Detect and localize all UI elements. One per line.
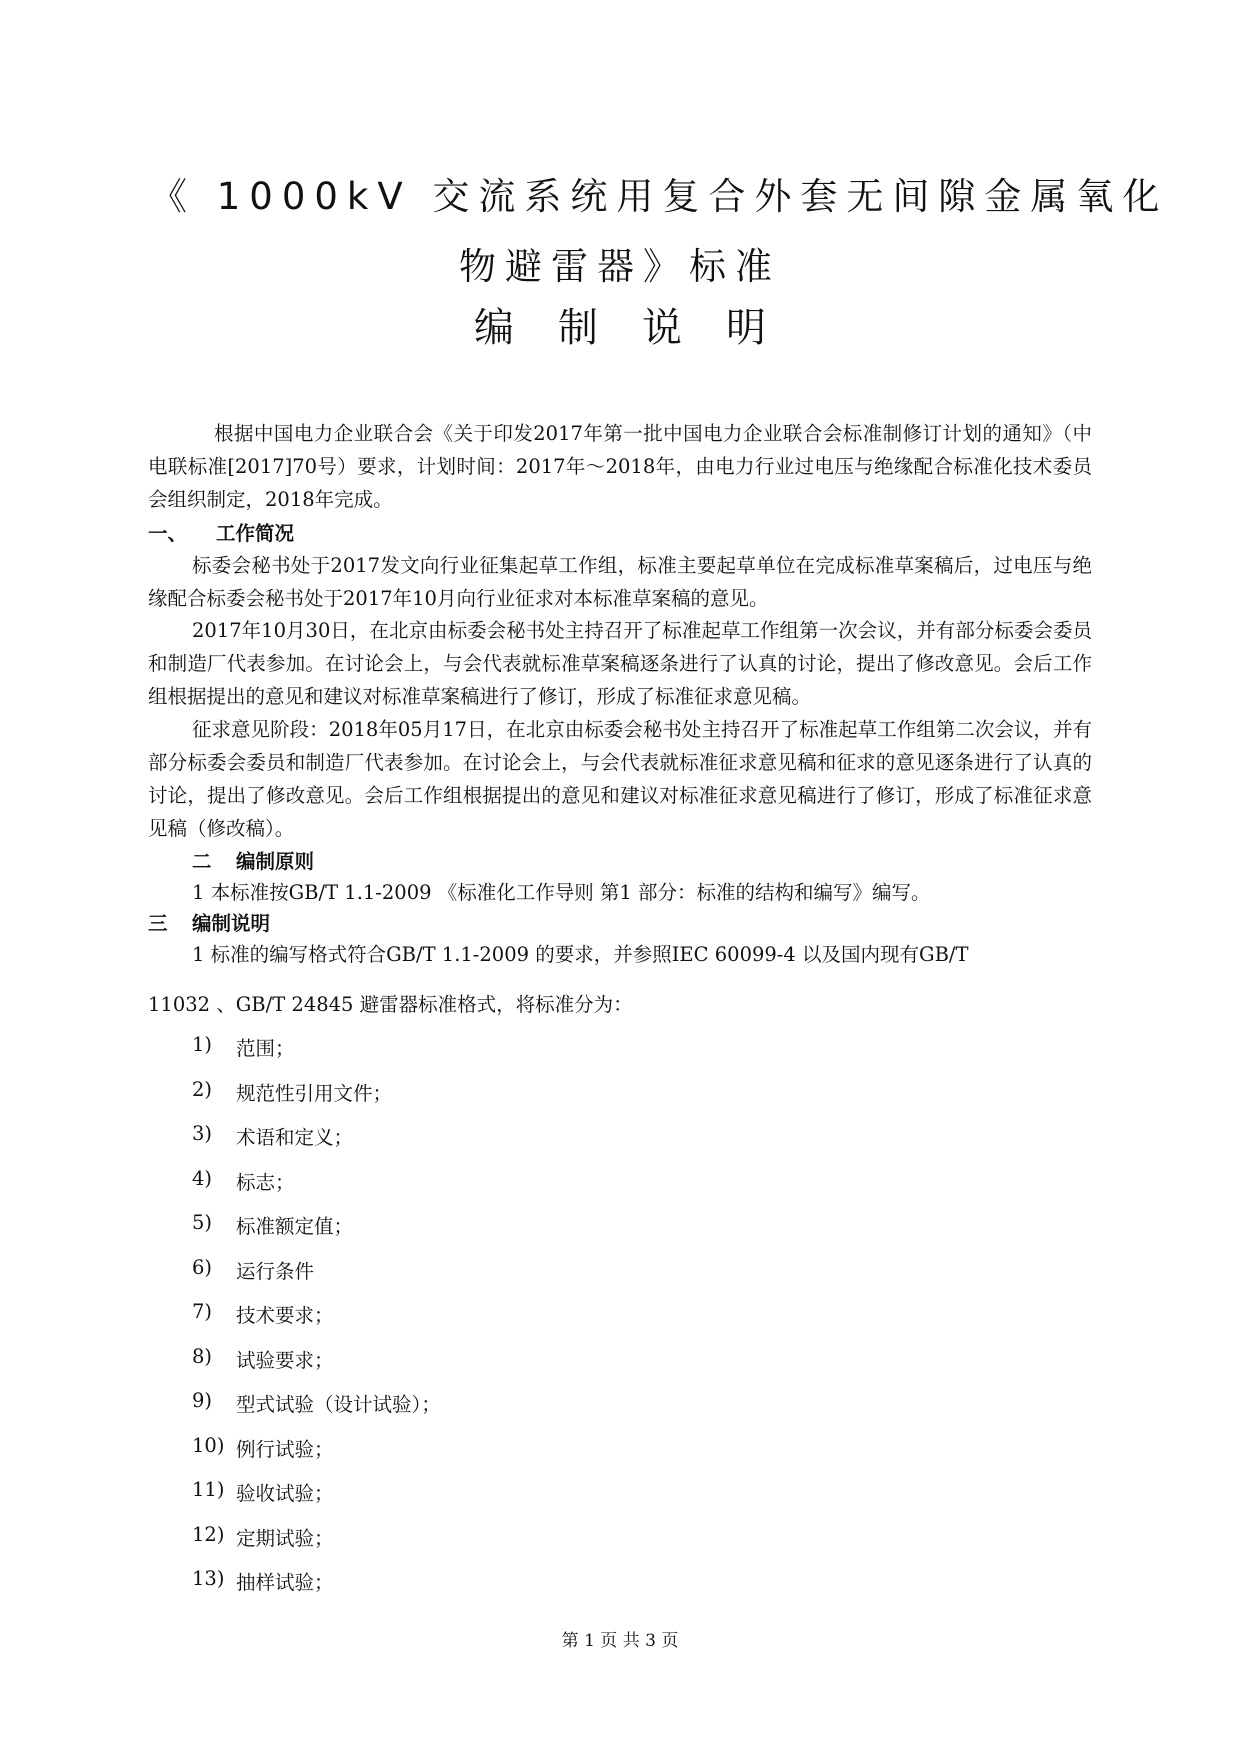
section-3-number: 三 — [148, 912, 168, 935]
list-item-number: 3) — [192, 1122, 213, 1145]
section-2-title: 编制原则 — [236, 850, 315, 873]
section-3-text-line-2: 11032 、GB/T 24845 避雷器标准格式，将标准分为： — [148, 993, 633, 1016]
list-item-number: 13) — [192, 1567, 225, 1590]
list-item — [192, 1478, 441, 1523]
section-3-heading — [148, 908, 270, 936]
list-item-number: 11) — [192, 1478, 225, 1501]
list-item-text: 标志； — [236, 1170, 295, 1194]
list-item-text: 标准额定值； — [236, 1215, 354, 1238]
list-item-text: 型式试验（设计试验）； — [236, 1393, 441, 1416]
structure-list — [192, 1033, 441, 1612]
list-item-text: 定期试验； — [236, 1526, 334, 1550]
list-item-text: 范围； — [236, 1037, 295, 1060]
section-1-number: 一、 — [148, 522, 188, 545]
section-2-number: 二 — [192, 850, 212, 873]
list-item-number: 5) — [192, 1211, 213, 1234]
page-number-footer: 第 1 页 共 3 页 — [561, 1631, 679, 1651]
list-item-number: 12) — [192, 1522, 225, 1546]
document-title-line-1: 《 1000kV 交流系统用复合外套无间隙金属氧化 — [150, 175, 1169, 218]
list-item-text: 验收试验； — [236, 1482, 334, 1505]
list-item — [192, 1300, 441, 1345]
section-1-paragraph: 征求意见阶段：2018年05月17日，在北京由标委会秘书处主持召开了标准起草工作组第二次会议，并有部分标委会委员和制造厂代表参加。在讨论会上，与会代表就标准征求意见稿和征求的意见逐条进行了认真的讨论，提出了修改意见。会后工作组根据提出的意见和建议对标准征求意见稿进行了修订，形成了标准征求意见稿（修改稿）。 — [148, 718, 1092, 840]
list-item — [192, 1567, 441, 1612]
list-item-number: 4) — [192, 1166, 213, 1190]
list-item — [192, 1345, 441, 1390]
list-item — [192, 1211, 441, 1256]
list-item-text: 术语和定义； — [236, 1126, 354, 1149]
section-3-title: 编制说明 — [192, 912, 271, 935]
list-item-number: 8) — [192, 1344, 213, 1368]
section-3-text-line-1: 1 标准的编写格式符合GB/T 1.1-2009 的要求，并参照IEC 60099-4 以及国内现有GB/T — [192, 943, 969, 966]
section-2-heading — [192, 846, 314, 874]
list-item — [192, 1167, 441, 1212]
list-item — [192, 1523, 441, 1568]
list-item-text: 技术要求； — [236, 1304, 334, 1327]
list-item-text: 运行条件 — [236, 1259, 315, 1283]
list-item-number: 9) — [192, 1389, 213, 1412]
list-item — [192, 1256, 441, 1301]
list-item — [192, 1122, 441, 1167]
list-item-number: 10) — [192, 1433, 225, 1457]
section-1-paragraph: 标委会秘书处于2017发文向行业征集起草工作组，标准主要起草单位在完成标准草案稿后，过电压与绝缘配合标委会秘书处于2017年10月向行业征求对本标准草案稿的意见。 — [148, 554, 1092, 610]
list-item-text: 抽样试验； — [236, 1571, 334, 1594]
document-title-line-2: 物避雷器》标准 — [459, 245, 781, 288]
document-subtitle: 编制说明 — [474, 305, 810, 351]
section-1-paragraph: 2017年10月30日，在北京由标委会秘书处主持召开了标准起草工作组第一次会议，并有部分标委会委员和制造厂代表参加。在讨论会上，与会代表就标准草案稿逐条进行了认真的讨论，提出了修改意见。会后工作组根据提出的意见和建议对标准草案稿进行了修订，形成了标准征求意见稿。 — [148, 619, 1092, 708]
list-item-number: 6) — [192, 1255, 213, 1279]
list-item — [192, 1434, 441, 1479]
list-item — [192, 1389, 441, 1434]
list-item-number: 1) — [192, 1033, 213, 1056]
list-item — [192, 1078, 441, 1123]
list-item-text: 规范性引用文件； — [236, 1081, 393, 1105]
list-item-number: 7) — [192, 1300, 213, 1323]
list-item-number: 2) — [192, 1077, 213, 1101]
section-2-text: 1 本标准按GB/T 1.1-2009 《标准化工作导则 第1 部分：标准的结构和编写》编写。 — [192, 881, 931, 904]
list-item — [192, 1033, 441, 1078]
list-item-text: 试验要求； — [236, 1348, 334, 1372]
section-1-title: 工作简况 — [216, 522, 295, 545]
intro-paragraph: 根据中国电力企业联合会《关于印发2017年第一批中国电力企业联合会标准制修订计划的通知》（中电联标准[2017]70号）要求，计划时间：2017年～2018年，由电力行业过电压与绝缘配合标准化技术委员会组织制定，2018年完成。 — [148, 422, 1092, 511]
list-item-text: 例行试验； — [236, 1437, 334, 1461]
section-1-heading — [148, 518, 294, 546]
